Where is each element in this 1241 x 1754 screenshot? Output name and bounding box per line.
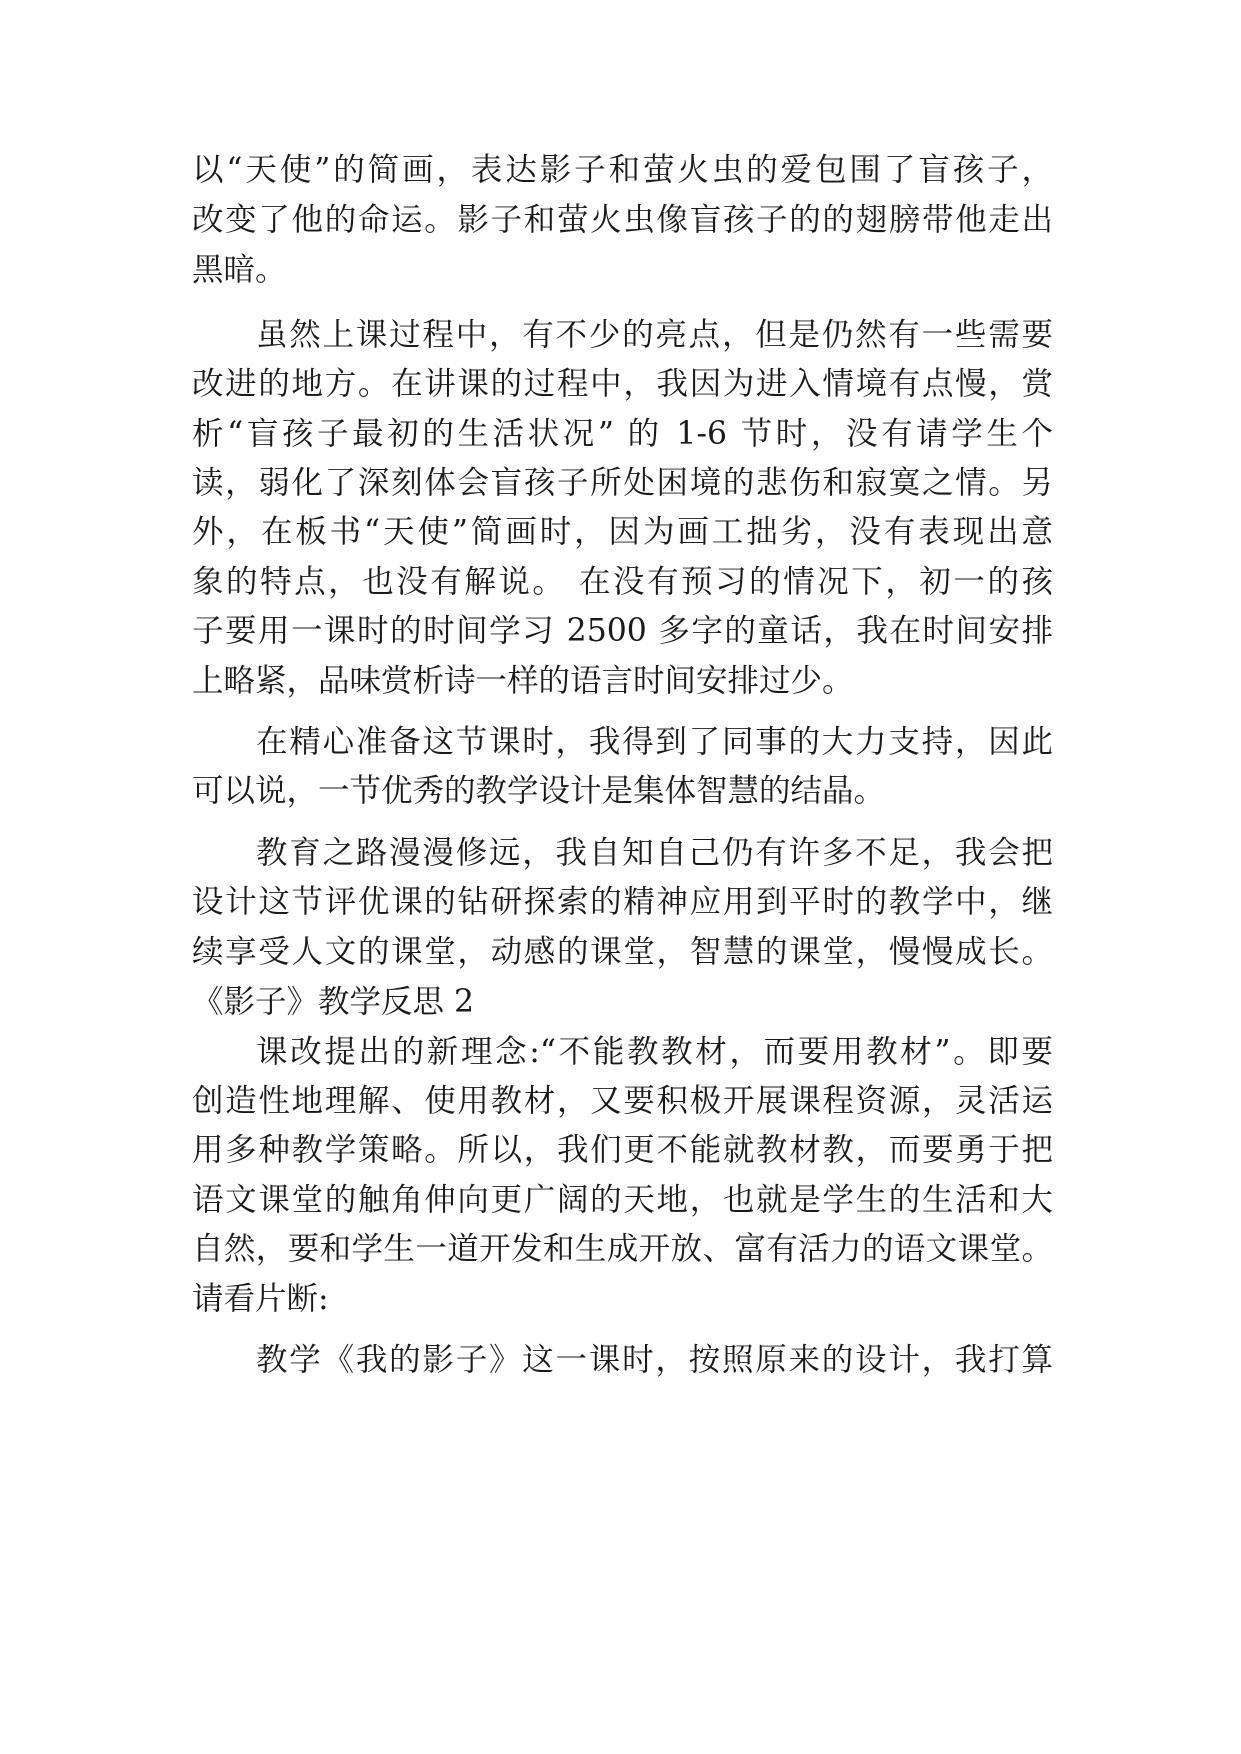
text-line: 创造性地理解、使用教材，又要积极开展课程资源，灵活运 <box>192 1083 1053 1119</box>
text-line: 可以说，一节优秀的教学设计是集体智慧的结晶。 <box>192 773 886 809</box>
text-line: 上略紧，品味赏析诗一样的语言时间安排过少。 <box>192 663 854 699</box>
text-line: 象的特点，也没有解说。 在没有预习的情况下，初一的孩 <box>192 564 1053 600</box>
text-line: 教育之路漫漫修远，我自知自己仍有许多不足，我会把 <box>256 835 1053 871</box>
text-line: 设计这节评优课的钻研探索的精神应用到平时的教学中，继 <box>192 884 1053 920</box>
text-line: 改变了他的命运。影子和萤火虫像盲孩子的的翅膀带他走出 <box>192 202 1053 238</box>
text-line: 外，在板书“天使”简画时，因为画工拙劣，没有表现出意 <box>192 514 1053 550</box>
text-line: 请看片断: <box>192 1281 329 1317</box>
text-line: 黑暗。 <box>192 252 287 288</box>
text-line: 以“天使”的简画，表达影子和萤火虫的爱包围了盲孩子， <box>192 152 1053 188</box>
text-line: 课改提出的新理念:“不能教教材，而要用教材”。即要 <box>256 1034 1053 1070</box>
section-heading: 《影子》教学反思 2 <box>192 984 475 1020</box>
text-line: 析“盲孩子最初的生活状况” 的 1-6 节时，没有请学生个 <box>192 416 1053 452</box>
text-line: 在精心准备这节课时，我得到了同事的大力支持，因此 <box>256 724 1053 760</box>
text-line: 语文课堂的触角伸向更广阔的天地，也就是学生的生活和大 <box>192 1182 1053 1218</box>
text-line: 自然，要和学生一道开发和生成开放、富有活力的语文课堂。 <box>192 1231 1053 1267</box>
text-line: 续享受人文的课堂，动感的课堂，智慧的课堂，慢慢成长。 <box>192 934 1053 970</box>
text-line: 读，弱化了深刻体会盲孩子所处困境的悲伤和寂寞之情。另 <box>192 465 1053 501</box>
text-line: 虽然上课过程中，有不少的亮点，但是仍然有一些需要 <box>256 317 1053 353</box>
text-line: 子要用一课时的时间学习 2500 多字的童话，我在时间安排 <box>192 613 1053 649</box>
text-line: 改进的地方。在讲课的过程中，我因为进入情境有点慢，赏 <box>192 366 1053 402</box>
text-line: 用多种教学策略。所以，我们更不能就教材教，而要勇于把 <box>192 1132 1053 1168</box>
text-line: 教学《我的影子》这一课时，按照原来的设计，我打算 <box>256 1342 1053 1378</box>
